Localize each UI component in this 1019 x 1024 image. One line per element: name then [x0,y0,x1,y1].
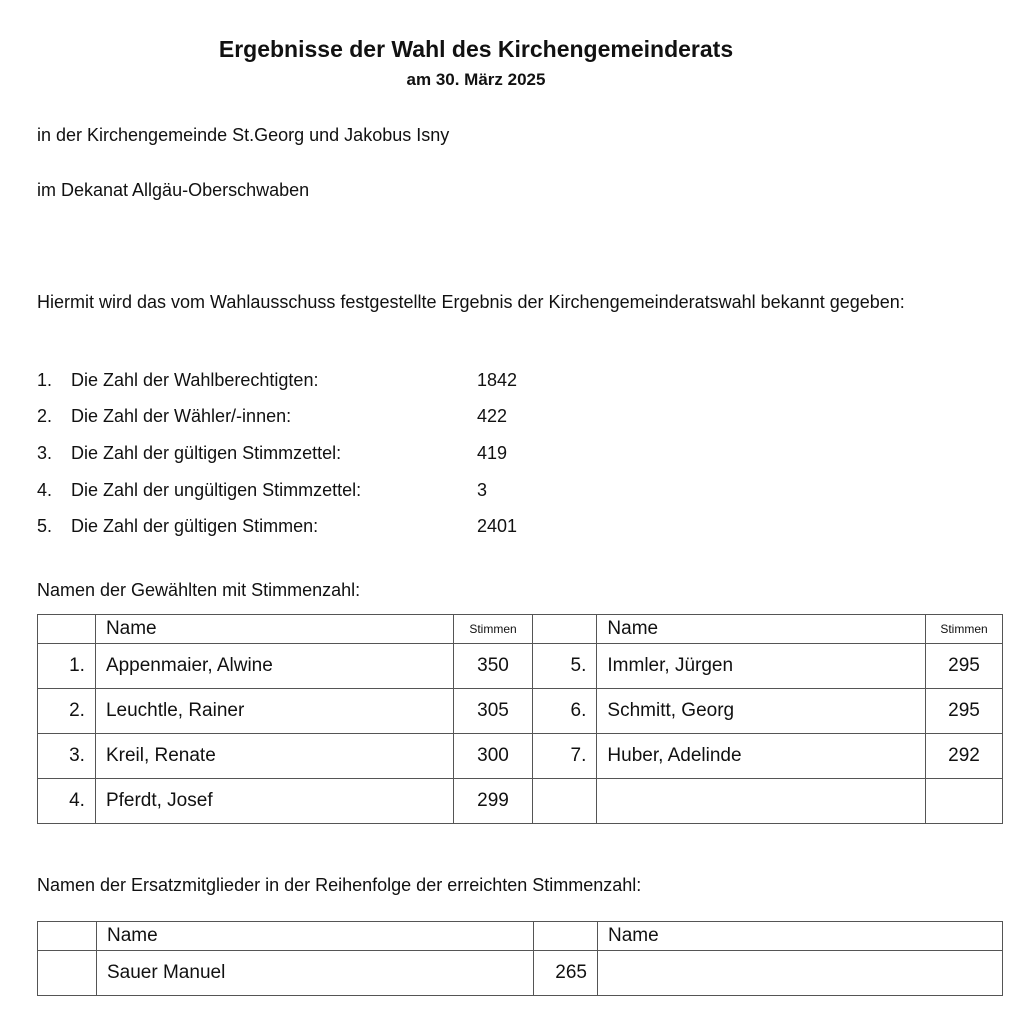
table-header-row [38,615,1003,644]
table-row [38,689,1003,734]
rank: 5. [533,644,597,689]
candidate-name: Schmitt, Georg [597,689,926,734]
rank: 2. [38,689,96,734]
stat-number: 3. [37,443,53,463]
table-row [38,734,1003,779]
candidate-name: Pferdt, Josef [95,779,453,824]
column-header-name: Name [597,615,926,644]
stat-number: 5. [37,516,53,536]
substitute-name: Sauer Manuel [97,951,534,996]
rank: 1. [38,644,96,689]
stat-row [37,370,637,394]
announcement-paragraph: Hiermit wird das vom Wahlausschuss festgestellte Ergebnis der Kirchengemeinderatswahl bekannt gegeben: [37,292,905,312]
deanery-line: im Dekanat Allgäu-Oberschwaben [37,180,310,200]
vote-count: 295 [926,644,1003,689]
column-header-name: Name [97,922,534,951]
stat-value: 1842 [477,370,518,390]
table-row [38,779,1003,824]
elected-table [37,614,1003,824]
vote-count: 299 [453,779,533,824]
rank: 6. [533,689,597,734]
stat-value: 3 [477,480,488,500]
stat-number: 1. [37,370,53,390]
column-header-votes: Stimmen [453,615,533,644]
stat-label: Die Zahl der Wahlberechtigten: [71,370,319,390]
stat-row [37,443,637,467]
column-header-votes: Stimmen [926,615,1003,644]
vote-count [926,779,1003,824]
vote-count: 265 [534,951,598,996]
vote-count: 305 [453,689,533,734]
substitute-name [598,951,1003,996]
stat-label: Die Zahl der Wähler/-innen: [71,406,292,426]
substitutes-heading: Namen der Ersatzmitglieder in der Reihenfolge der erreichten Stimmenzahl: [37,875,642,895]
candidate-name [597,779,926,824]
stat-row [37,480,637,504]
stat-label: Die Zahl der ungültigen Stimmzettel: [71,480,362,500]
stat-row [37,516,637,540]
elected-heading: Namen der Gewählten mit Stimmenzahl: [37,580,361,600]
rank: 3. [38,734,96,779]
stat-value: 2401 [477,516,518,536]
stat-number: 2. [37,406,53,426]
stat-value: 419 [477,443,508,463]
rank: 4. [38,779,96,824]
column-header-name: Name [598,922,1003,951]
table-row [38,951,1003,996]
stat-label: Die Zahl der gültigen Stimmen: [71,516,319,536]
table-header-row [38,922,1003,951]
rank: 7. [533,734,597,779]
candidate-name: Kreil, Renate [95,734,453,779]
parish-line: in der Kirchengemeinde St.Georg und Jakobus Isny [37,125,450,145]
table-row [38,644,1003,689]
candidate-name: Immler, Jürgen [597,644,926,689]
column-header-name: Name [95,615,453,644]
document-date: am 30. März 2025 [406,70,546,89]
vote-count: 350 [453,644,533,689]
vote-count: 292 [926,734,1003,779]
vote-count: 300 [453,734,533,779]
stat-value: 422 [477,406,508,426]
stat-label: Die Zahl der gültigen Stimmzettel: [71,443,342,463]
vote-count: 295 [926,689,1003,734]
document-title: Ergebnisse der Wahl des Kirchengemeinderats [218,36,734,62]
substitutes-table [37,921,1003,996]
stat-row [37,406,637,430]
rank [533,779,597,824]
candidate-name: Huber, Adelinde [597,734,926,779]
candidate-name: Appenmaier, Alwine [95,644,453,689]
stat-number: 4. [37,480,53,500]
candidate-name: Leuchtle, Rainer [95,689,453,734]
